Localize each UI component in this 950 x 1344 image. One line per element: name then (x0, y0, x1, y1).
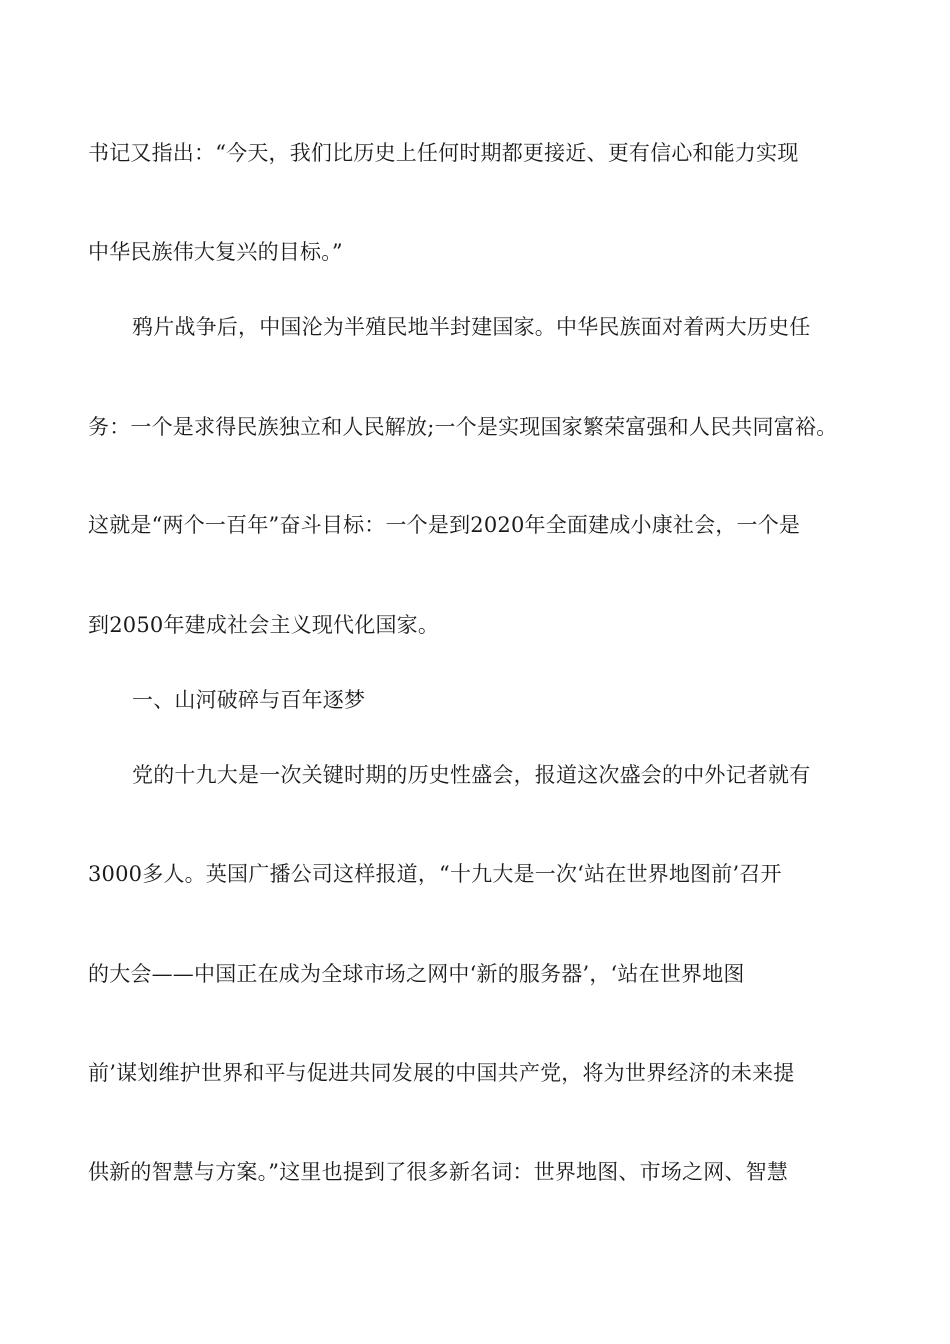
paragraph-start-line: 党的十九大是一次关键时期的历史性盛会，报道这次盛会的中外记者就有 (132, 763, 811, 787)
paragraph-start-line: 鸦片战争后，中国沦为半殖民地半封建国家。中华民族面对着两大历史任 (132, 315, 811, 339)
text-line: 这就是“两个一百年”奋斗目标：一个是到2020年全面建成小康社会，一个是 (88, 513, 801, 537)
text-line: 前’谋划维护世界和平与促进共同发展的中国共产党，将为世界经济的未来提 (88, 1061, 795, 1085)
text-line: 书记又指出：“今天，我们比历史上任何时期都更接近、更有信心和能力实现 (88, 141, 799, 165)
text-line: 中华民族伟大复兴的目标。” (88, 240, 343, 264)
text-line: 到2050年建成社会主义现代化国家。 (88, 613, 440, 637)
text-line: 供新的智慧与方案。”这里也提到了很多新名词：世界地图、市场之网、智慧 (88, 1160, 789, 1184)
text-line: 的大会——中国正在成为全球市场之网中‘新的服务器’，‘站在世界地图 (88, 962, 745, 986)
text-line: 务：一个是求得民族独立和人民解放;一个是实现国家繁荣富强和人民共同富裕。 (88, 415, 838, 439)
section-heading: 一、山河破碎与百年逐梦 (132, 688, 366, 712)
text-line: 3000多人。英国广播公司这样报道，“十九大是一次‘站在世界地图前’召开 (88, 862, 782, 886)
